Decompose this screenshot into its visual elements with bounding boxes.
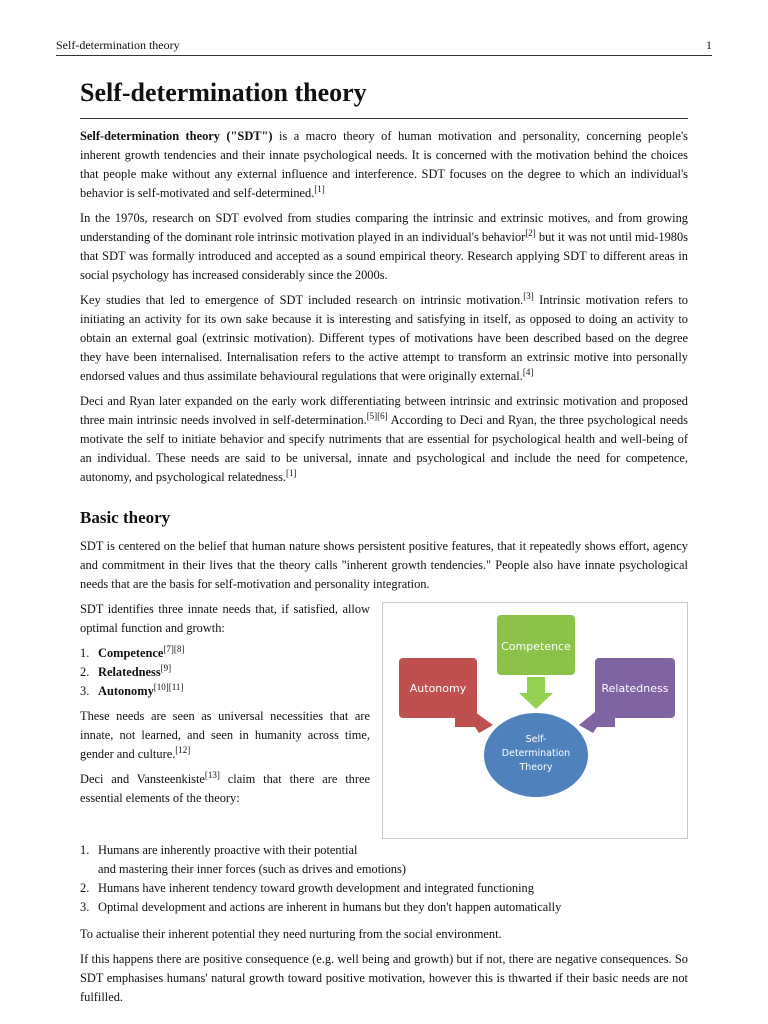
intro-paragraph-4 bbox=[80, 392, 688, 487]
needs-with-figure bbox=[80, 600, 688, 839]
sdt-diagram bbox=[382, 602, 688, 839]
paragraph-text: These needs are seen as universal necessities that are innate, not learned, and seen in humanity across time, gender and culture. bbox=[80, 709, 370, 761]
list-item bbox=[80, 879, 688, 898]
list-item bbox=[80, 644, 370, 663]
deci-paragraph bbox=[80, 770, 370, 808]
competence-arrow bbox=[519, 677, 553, 709]
list-number: 1. bbox=[80, 843, 90, 857]
citation-link[interactable]: [1] bbox=[286, 467, 297, 478]
citation-link[interactable]: [9] bbox=[160, 662, 172, 673]
paragraph-text: Deci and Vansteenkiste bbox=[80, 772, 205, 786]
paragraph-text: According to Deci and Ryan, the three psychological needs motivate the self to initiate behavior and specify nutriments that are essential for psychological health and well-being of an individual. These needs are said to be universal, innate and psychological and include the need for competence, autonomy, and psychological relatedness. bbox=[80, 413, 688, 484]
paragraph-text: but it was not until mid-1980s that SDT was formally introduced and accepted as a sound empirical theory. Research applying SDT to different areas in social psychology has increased considerably since the 2000s. bbox=[80, 230, 688, 282]
running-header bbox=[56, 38, 712, 56]
paragraph-text: Key studies that led to emergence of SDT included research on intrinsic motivation. bbox=[80, 293, 524, 307]
list-item bbox=[80, 898, 688, 917]
center-label-line3: Theory bbox=[519, 762, 553, 773]
sdt-diagram-svg bbox=[383, 603, 687, 838]
citation-link[interactable]: [5][6] bbox=[366, 410, 388, 421]
citation-link[interactable]: [1] bbox=[314, 183, 325, 194]
paragraph-text: Deci and Ryan later expanded on the early work differentiating between intrinsic and extrinsic motivation and proposed three main intrinsic needs involved in self-determination. bbox=[80, 394, 688, 427]
citation-link[interactable]: [3] bbox=[523, 290, 534, 301]
citation-link[interactable]: [12] bbox=[175, 744, 191, 755]
need-label: Competence bbox=[98, 646, 164, 660]
autonomy-label: Autonomy bbox=[409, 682, 467, 695]
needs-list bbox=[80, 644, 370, 701]
list-item bbox=[80, 663, 370, 682]
list-number: 2. bbox=[80, 665, 90, 679]
page-title: Self-determination theory bbox=[80, 76, 688, 119]
section-heading-basic-theory: Basic theory bbox=[80, 508, 171, 527]
paragraph-text: In the 1970s, research on SDT evolved from studies comparing the intrinsic and extrinsic motives, and from growing understanding of the dominant role intrinsic motivation played in an individual's behavior bbox=[80, 211, 688, 244]
intro-text: is a macro theory of human motivation and personality, concerning people's inherent growth tendencies and their innate psychological needs. It is concerned with the motivation behind the choices that people make without any external influence and interference. SDT focuses on the degree to which an individual's behavior is self-motivated and self-determined. bbox=[80, 129, 688, 200]
list-item bbox=[80, 841, 688, 879]
list-item bbox=[80, 682, 370, 701]
element-text: Humans are inherently proactive with their potential bbox=[98, 843, 358, 857]
essential-elements-list bbox=[80, 841, 688, 917]
page-number: 1 bbox=[706, 38, 712, 52]
final-paragraph: If this happens there are positive consequence (e.g. well being and growth) but if not, there are negative consequences. So SDT emphasises humans' natural growth toward positive motivation, however this is thwarted if their basic needs are not fulfilled. bbox=[80, 952, 688, 1004]
intro-bold-term: Self-determination theory ("SDT") bbox=[80, 129, 273, 143]
element-text: Optimal development and actions are inherent in humans but they don't happen automatically bbox=[98, 900, 562, 914]
relatedness-label: Relatedness bbox=[601, 682, 669, 695]
intro-paragraph-1 bbox=[80, 127, 688, 203]
universal-needs-paragraph bbox=[80, 707, 370, 764]
center-label-line1: Self- bbox=[525, 734, 547, 745]
citation-link[interactable]: [10][11] bbox=[153, 681, 184, 692]
need-label: Autonomy bbox=[98, 684, 154, 698]
intro-paragraph-3 bbox=[80, 291, 688, 386]
list-number: 3. bbox=[80, 900, 90, 914]
element-text-continued: and mastering their inner forces (such as drives and emotions) bbox=[98, 862, 406, 876]
paragraph-text: Intrinsic motivation refers to initiating an activity for its own sake because it is interesting and satisfying in itself, as opposed to doing an activity to obtain an external goal (extrinsic motivation). Different types of motivations have been described based on the degree they have been internalised. Internalisation refers to the active attempt to transform an extrinsic motive into personally endorsed values and thus assimilate behavioural regulations that were originally external. bbox=[80, 293, 688, 383]
citation-link[interactable]: [7][8] bbox=[163, 643, 185, 654]
list-number: 3. bbox=[80, 684, 90, 698]
nurture-paragraph: To actualise their inherent potential they need nurturing from the social environment. bbox=[80, 927, 502, 941]
basic-theory-paragraph: SDT is centered on the belief that human nature shows persistent positive features, that it repeatedly shows effort, agency and commitment in their lives that the theory calls "inherent growth tendencies." People also have innate psychological needs that are the basis for self-motivation and personality integration. bbox=[80, 539, 688, 591]
center-label-line2: Determination bbox=[501, 748, 571, 759]
need-label: Relatedness bbox=[98, 665, 161, 679]
competence-label: Competence bbox=[501, 640, 571, 653]
running-header-title: Self-determination theory bbox=[56, 38, 180, 52]
list-number: 2. bbox=[80, 881, 90, 895]
citation-link[interactable]: [2] bbox=[525, 227, 536, 238]
citation-link[interactable]: [4] bbox=[522, 366, 534, 377]
element-text: Humans have inherent tendency toward growth development and integrated functioning bbox=[98, 881, 534, 895]
needs-intro: SDT identifies three innate needs that, if satisfied, allow optimal function and growth: bbox=[80, 602, 370, 635]
intro-paragraph-2 bbox=[80, 209, 688, 285]
list-number: 1. bbox=[80, 646, 90, 660]
citation-link[interactable]: [13] bbox=[204, 769, 220, 780]
article bbox=[80, 76, 688, 1013]
needs-column bbox=[80, 600, 370, 839]
paragraph-text: claim that there are three essential elements of the theory: bbox=[80, 772, 370, 805]
